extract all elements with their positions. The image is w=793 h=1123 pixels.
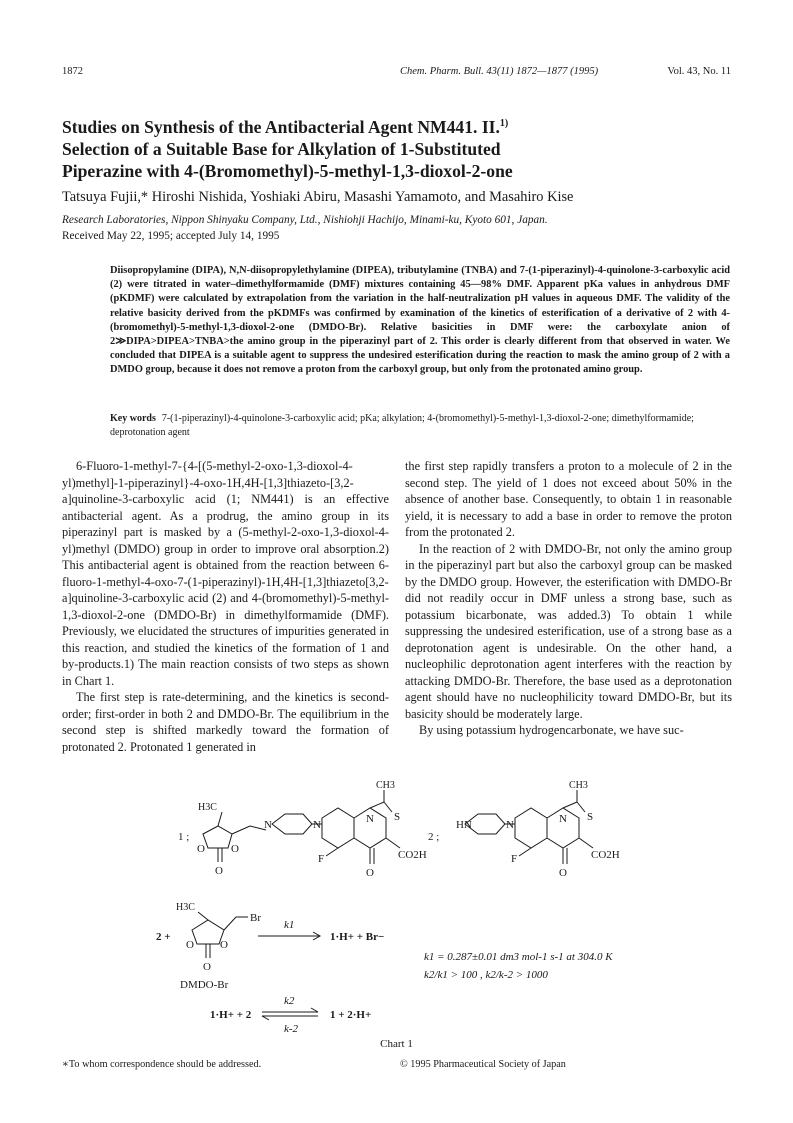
body-column-left — [62, 458, 389, 755]
reaction-2-products: 1 + 2·H+ — [330, 1009, 372, 1021]
methyl-label: H3C — [198, 802, 217, 813]
compound-1-label: 1 ; — [178, 831, 190, 843]
atom-o: O — [215, 865, 223, 877]
methyl-label: CH3 — [569, 780, 588, 791]
correspondence-footnote: ∗To whom correspondence should be addressed. — [62, 1059, 262, 1070]
affiliation: Research Laboratories, Nippon Shinyaku Company, Ltd., Nishiohji Hachijo, Minami-ku, Kyoto 601, Japan. — [62, 214, 548, 226]
title-line-2: Selection of a Suitable Base for Alkylation of 1-Substituted — [62, 138, 501, 159]
atom-n: N — [366, 813, 374, 825]
atom-o: O — [203, 961, 211, 973]
keywords-text: 7-(1-piperazinyl)-4-quinolone-3-carboxylic acid; pKa; alkylation; 4-(bromomethyl)-5-methyl-1,3-dioxol-2-one; dimethylformamide; deprotonation agent — [110, 413, 694, 438]
page-number: 1872 — [62, 66, 83, 77]
atom-hn: HN — [456, 819, 472, 831]
atom-s: S — [587, 811, 594, 823]
piperazine-ring-1 — [272, 814, 312, 834]
author-list: Tatsuya Fujii,* Hiroshi Nishida, Yoshiaki Abiru, Masashi Yamamoto, and Masahiro Kise — [62, 189, 574, 205]
atom-n: N — [313, 819, 321, 831]
benzene-ring-1 — [322, 808, 354, 848]
atom-o: O — [220, 939, 228, 951]
body-paragraph: By using potassium hydrogencarbonate, we have suc- — [419, 723, 684, 737]
keywords — [110, 412, 730, 440]
body-paragraph: the first step rapidly transfers a proton to a molecule of 2 in the second step. The yield of 1 does not exceed about 50% in the absence of another base. Consequently, to obtain 1 in reasonable yield, it is necessary to add a base in order to remove the proton from the protonated 2. — [405, 459, 732, 539]
compound-2-label: 2 ; — [428, 831, 440, 843]
title-line-3: Piperazine with 4-(Bromomethyl)-5-methyl-1,3-dioxol-2-one — [62, 160, 513, 181]
rate-constant-k2: k2 — [284, 995, 295, 1007]
body-column-right — [405, 458, 732, 739]
abstract: Diisopropylamine (DIPA), N,N-diisopropylethylamine (DIPEA), tributylamine (TNBA) and 7-(1-piperazinyl)-4-quinolone-3-carboxylic acid (2) were titrated in water–dimethylformamide (DMF) mixtures containing 45—98% DMF. Apparent pKa values in anhydrous DMF (pKDMF) were calculated by extrapolation from the variation in the half-neutralization pH values in aqueous DMF. The validity of the relative basicity derived from the pKDMFs was confirmed by examination of the kinetics of esterification of a derivative of 2 with 4-(bromomethyl)-5-methyl-1,3-dioxol-2-one (DMDO-Br). Relative basicities in DMF were: the carboxylate anion of 2≫DIPA>DIPEA>TNBA>the amino group in the piperazinyl part of 2. This order is clearly different from that observed in water. We concluded that DIPEA is a suitable agent to suppress the undesired esterification during the reaction to mask the amino group of 2 with a DMDO group, because it does not remove a proton from the carboxyl group, but only from the protonated amino group. — [110, 265, 730, 376]
bromine-label: Br — [250, 912, 261, 924]
dioxolone-ring-1 — [203, 826, 232, 848]
k1-value: k1 = 0.287±0.01 dm3 mol-1 s-1 at 304.0 K — [424, 951, 613, 963]
rate-constant-k-2: k-2 — [284, 1023, 299, 1035]
dmdo-br-label: DMDO-Br — [180, 979, 229, 991]
chart-1-scheme — [0, 780, 793, 1038]
carboxyl-label: CO2H — [398, 849, 427, 861]
atom-f: F — [511, 853, 518, 865]
benzene-ring-2 — [515, 808, 547, 848]
atom-f: F — [318, 853, 325, 865]
atom-s: S — [394, 811, 401, 823]
article-title — [62, 113, 732, 182]
keywords-label: Key words — [110, 413, 156, 424]
atom-n: N — [559, 813, 567, 825]
atom-o: O — [366, 867, 374, 879]
chart-caption: Chart 1 — [380, 1038, 413, 1050]
reaction-1-products: 1·H+ + Br− — [330, 931, 385, 943]
received-dates: Received May 22, 1995; accepted July 14, 1995 — [62, 230, 280, 242]
copyright-notice: © 1995 Pharmaceutical Society of Japan — [400, 1059, 566, 1070]
atom-o: O — [197, 843, 205, 855]
journal-issue: 43(11) 1872—1877 (1995) — [486, 66, 599, 77]
body-paragraph: In the reaction of 2 with DMDO-Br, not only the amino group in the piperazinyl part but also the carboxyl group can be masked by the DMDO group. However, the esterification with DMDO-Br did not readily occur in DMF unless a strong base, such as potassium bicarbonate, was added.3) To obtain 1 while suppressing the undesired esterification, use of a strong base as a deprotonation agent is undesirable. On the other hand, a nucleophilic deprotonation agent interferes with the reaction by attacking DMDO-Br. Therefore, the base used as a deprotonation agent should have no nucleophilicity toward DMDO-Br, but its basicity should be moderately large. — [405, 541, 732, 721]
reaction-1-reactant: 2 + — [156, 931, 171, 943]
methyl-label: CH3 — [376, 780, 395, 791]
journal-citation — [400, 66, 598, 77]
rate-constant-k1: k1 — [284, 919, 295, 931]
atom-n: N — [264, 819, 272, 831]
carboxyl-label: CO2H — [591, 849, 620, 861]
atom-n: N — [506, 819, 514, 831]
rate-ratios: k2/k1 > 100 , k2/k-2 > 1000 — [424, 969, 548, 981]
methyl-label: H3C — [176, 902, 195, 913]
body-paragraph: 6-Fluoro-1-methyl-7-{4-[(5-methyl-2-oxo-1,3-dioxol-4-yl)methyl]-1-piperazinyl}-4-oxo-1H,4H-[1,3]thiazeto-[3,2-a]quinoline-3-carboxylic acid (1; NM441) is an effective antibacterial agent. As a prodrug, the amino group in its piperazinyl part is masked by a (5-methyl-2-oxo-1,3-dioxol-4-yl)methyl (DMDO) group in order to improve oral absorption.2) This antibacterial agent is obtained from the reaction between 6-fluoro-1-methyl-4-oxo-7-(1-piperazinyl)-1H,4H-[1,3]thiazeto[3,2-a]quinoline-3-carboxylic acid (2) and 4-(bromomethyl)-5-methyl-1,3-dioxol-2-one (DMDO-Br) in dimethylformamide (DMF). Previously, we elucidated the structures of impurities generated in this reaction, and studied the kinetics of the formation of 1 and by-products.1) The main reaction consists of two steps as shown in Chart 1. — [62, 459, 389, 688]
title-line-1: Studies on Synthesis of the Antibacterial Agent NM441. II. — [62, 116, 500, 137]
body-paragraph: The first step is rate-determining, and the kinetics is second-order; first-order in both 2 and DMDO-Br. The equilibrium in the second step is shifted markedly toward the formation of protonated 2. Protonated 1 generated in — [62, 690, 389, 754]
reaction-2-reactants: 1·H+ + 2 — [210, 1009, 252, 1021]
atom-o: O — [231, 843, 239, 855]
journal-name: Chem. Pharm. Bull. — [400, 66, 484, 77]
atom-o: O — [559, 867, 567, 879]
atom-o: O — [186, 939, 194, 951]
title-reference: 1) — [499, 118, 509, 129]
volume-info: Vol. 43, No. 11 — [667, 66, 731, 77]
